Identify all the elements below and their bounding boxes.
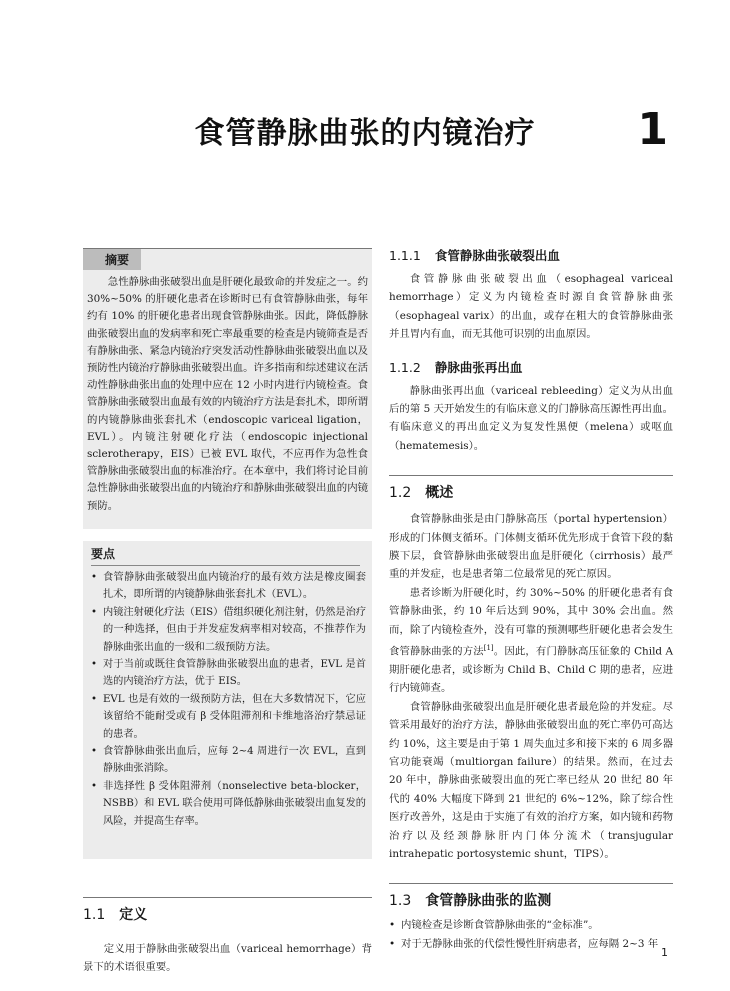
key-points-list [91,569,366,830]
section-number: 1.1.2 [389,359,421,375]
section-title: 食管静脉曲张破裂出血 [434,248,560,263]
section-number: 1.1 [83,907,106,923]
section-title: 定义 [119,907,148,923]
list-item: • 内镜检查是诊断食管静脉曲张的“金标准”。 [389,916,673,934]
section-heading-1-1 [83,897,372,924]
key-point-item: • EVL 也是有效的一级预防方法，但在大多数情况下，它应该留给不能耐受或有 β 受体阻滞剂和卡维地洛治疗禁忌证的患者。 [91,691,366,743]
abstract-box [83,248,372,529]
monitoring-list [389,916,673,953]
section-heading-1-2 [389,475,673,502]
section-paragraph: 食管静脉曲张破裂出血是肝硬化患者最危险的并发症。尽管采用最好的治疗方法，静脉曲张破裂出血的死亡率仍可高达约 10%，这主要是由于第 1 周失血过多和接下来的 6 周多器官功能衰竭（multiorgan failure）的结果。然而，在过去 20 年中，静脉曲张破裂出血的死亡率已经从 20 世纪 80 年代的 40% 大幅度下降到 21 世纪的 6%~12%，除了综合性医疗改善外，这是由于实施了有效的治疗方案，如内镜和药物治疗以及经颈静脉肝内门体分流术（transjugular intrahepatic portosystemic shunt，TIPS）。 [389,700,673,861]
right-column [389,246,673,953]
key-point-item: • 食管静脉曲张出血后，应每 2~4 周进行一次 EVL，直到静脉曲张消除。 [91,743,366,778]
citation-ref: [1] [483,644,494,653]
abstract-label: 摘要 [83,249,141,270]
key-points-box [83,541,372,859]
section-paragraph: 食管静脉曲张是由门静脉高压（portal hypertension）形成的门体侧支循环。门体侧支循环优先形成于食管下段的黏膜下层，食管静脉曲张破裂出血是肝硬化（cirrhosis）最严重的并发症，也是患者第二位最常见的死亡原因。 [389,513,673,581]
section-title: 概述 [425,485,454,502]
abstract-text: 急性静脉曲张破裂出血是肝硬化最致命的并发症之一。约 30%~50% 的肝硬化患者在诊断时已有食管静脉曲张，每年约有 10% 的肝硬化患者出现食管静脉曲张。因此，降低静脉曲张破裂出血的发病率和死亡率最重要的检查是内镜筛查是否有静脉曲张、紧急内镜治疗突发活动性静脉曲张破裂出血以及预防性内镜治疗静脉曲张破裂出血。许多指南和综述建议在活动性静脉曲张出血的处理中应在 12 小时内进行内镜检查。食管静脉曲张破裂出血最有效的内镜治疗方法是套扎术，即所谓的内镜静脉曲张套扎术（endoscopic variceal ligation，EVL）。内镜注射硬化疗法（endoscopic injectional sclerotherapy，EIS）已被 EVL 取代，不应再作为急性食管静脉曲张破裂出血的标准治疗。在本章中，我们将讨论目前急性静脉曲张破裂出血的内镜治疗和静脉曲张破裂出血的内镜预防。 [87,276,368,512]
section-paragraph: 食管静脉曲张破裂出血（esophageal variceal hemorrhage）定义为内镜检查时源自食管静脉曲张（esophageal varix）的出血，或存在粗大的食管静脉曲张并且胃内有血，而无其他可识别的出血原因。 [389,273,673,341]
section-title: 静脉曲张再出血 [434,359,523,375]
page-number: 1 [661,946,668,959]
left-column [83,248,372,977]
key-point-item: • 非选择性 β 受体阻滞剂（nonselective beta-blocker，NSBB）和 EVL 联合使用可降低静脉曲张破裂出血复发的风险，并提高生存率。 [91,778,366,830]
section-number: 1.1.1 [389,248,421,263]
paragraph-text: 患者诊断为肝硬化时，约 30%~50% 的肝硬化患者有食管静脉曲张，约 10 年后达到 90%，其中 30% 会出血。然而，除了内镜检查外，没有可靠的预测哪些肝硬化患者会发生食管静脉曲张的方法 [389,586,673,658]
chapter-title: 食管静脉曲张的内镜治疗 [194,116,536,151]
section-heading-1-1-2 [389,358,673,376]
section-number: 1.2 [389,485,412,502]
key-point-item: • 对于当前或既往食管静脉曲张破裂出血的患者，EVL 是首选的内镜治疗方法，优于 EIS。 [91,656,366,691]
section-number: 1.3 [389,893,412,910]
section-heading-1-3 [389,883,673,910]
chapter-number: 1 [637,104,668,155]
section-paragraph: 静脉曲张再出血（variceal rebleeding）定义为从出血后的第 5 天开始发生的有临床意义的门静脉高压源性再出血。有临床意义的再出血定义为复发性黑便（melena）或呕血（hematemesis）。 [389,384,673,452]
definition-intro: 定义用于静脉曲张破裂出血（variceal hemorrhage）背景下的术语很重要。 [83,943,372,974]
key-point-item: • 内镜注射硬化疗法（EIS）借组织硬化剂注射，仍然是治疗的一种选择，但由于并发症发病率相对较高，不推荐作为静脉曲张出血的一级和二级预防方法。 [91,604,366,656]
paragraph-text: 。因此，有门静脉高压征象的 Child A 期肝硬化患者，或诊断为 Child B、Child C 期的患者，应进行内镜筛查。 [389,645,673,695]
section-paragraph [389,584,673,698]
key-points-label: 要点 [91,545,360,566]
section-heading-1-1-1 [389,246,673,264]
key-point-item: • 食管静脉曲张破裂出血内镜治疗的最有效方法是橡皮圈套扎术，即所谓的内镜静脉曲张套扎术（EVL）。 [91,569,366,604]
list-item: • 对于无静脉曲张的代偿性慢性肝病患者，应每隔 2~3 年 [389,935,673,953]
section-title: 食管静脉曲张的监测 [425,893,552,910]
